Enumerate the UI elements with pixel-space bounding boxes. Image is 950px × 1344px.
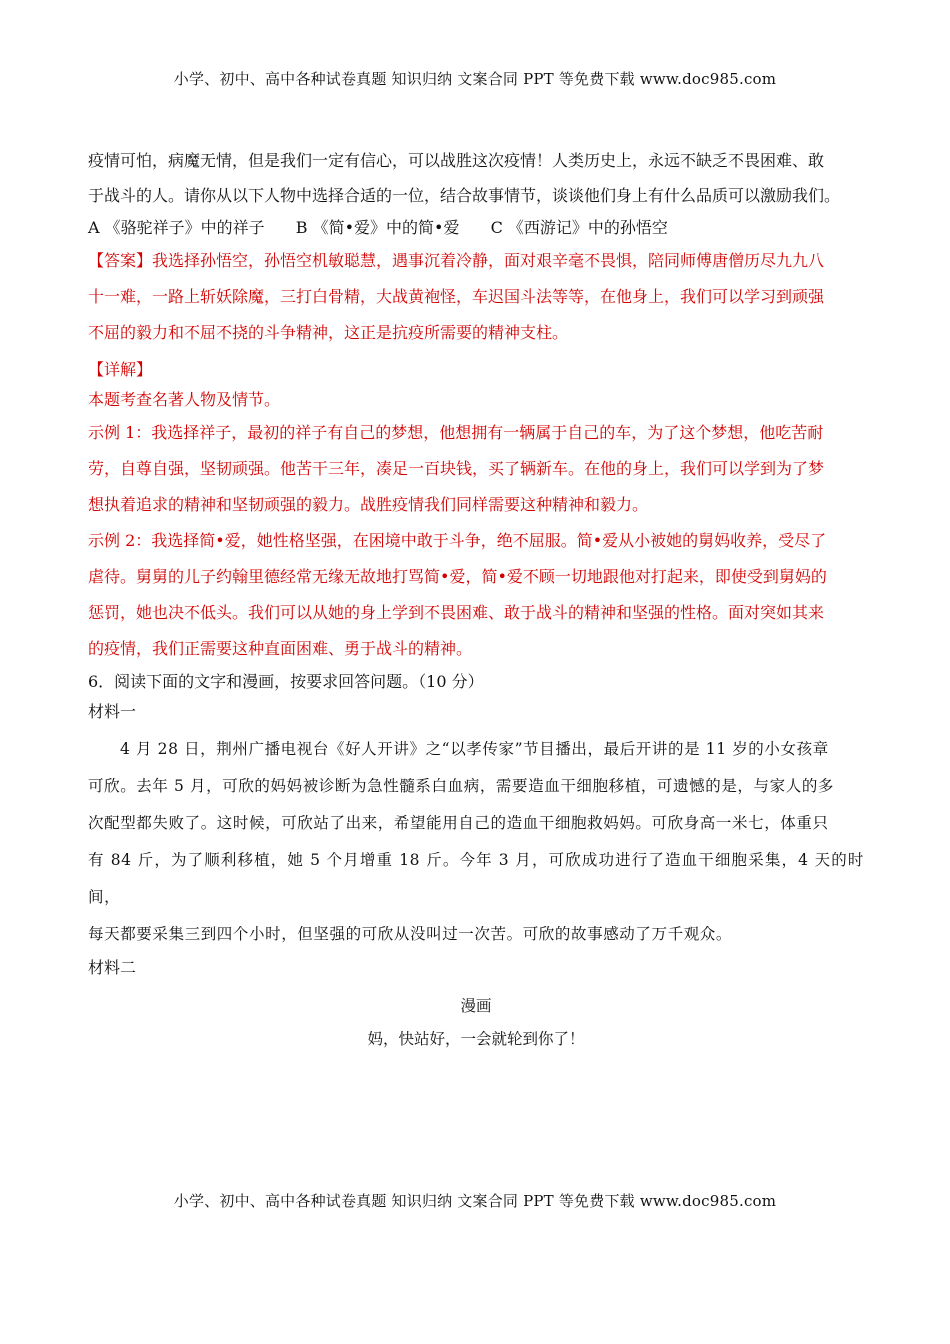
explain-title: 【详解】 (88, 360, 153, 379)
option-b: B 《简•爱》中的简•爱 (295, 218, 460, 237)
material1-line-2: 可欣。去年 5 月，可欣的妈妈被诊断为急性髓系白血病，需要造血干细胞移植，可遗憾的是，与家人的多 (88, 777, 835, 795)
example1-line-3: 想执着追求的精神和坚韧顽强的毅力。战胜疫情我们同样需要这种精神和毅力。 (88, 495, 649, 514)
question-options (88, 213, 864, 243)
answer-line-3: 不屈的毅力和不屈不挠的斗争精神，这正是抗疫所需要的精神支柱。 (88, 323, 569, 342)
material1-label: 材料一 (88, 702, 137, 721)
page-footer: 小学、初中、高中各种试卷真题 知识归纳 文案合同 PPT 等免费下载 www.doc985.com (173, 1192, 777, 1210)
explain-block (88, 355, 864, 667)
material1-line-3: 次配型都失败了。这时候，可欣站了出来，希望能用自己的造血干细胞救妈妈。可欣身高一米七，体重只 (88, 814, 829, 832)
example2-line-4: 的疫情，我们正需要这种直面困难、勇于战斗的精神。 (88, 639, 473, 658)
page-content (88, 143, 864, 1057)
option-a: A 《骆驼祥子》中的祥子 (88, 218, 265, 237)
example1-line-2: 劳，自尊自强，坚韧顽强。他苦干三年，凑足一百块钱，买了辆新车。在他的身上，我们可以学到为了梦 (88, 459, 825, 478)
answer-block (88, 243, 864, 351)
example2-line-2: 虐待。舅舅的儿子约翰里德经常无缘无故地打骂简•爱，简•爱不顾一切地跟他对打起来，即使受到舅妈的 (88, 567, 827, 586)
page-header: 小学、初中、高中各种试卷真题 知识归纳 文案合同 PPT 等免费下载 www.doc985.com (173, 70, 777, 88)
example2-line-1: 示例 2：我选择简•爱，她性格坚强，在困境中敢于斗争，绝不屈服。简•爱从小被她的舅妈收养，受尽了 (88, 531, 827, 550)
material1-line-5: 每天都要采集三到四个小时，但坚强的可欣从没叫过一次苦。可欣的故事感动了万千观众。 (88, 925, 733, 943)
answer-line-2: 十一难，一路上斩妖除魔，三打白骨精，大战黄袍怪，车迟国斗法等等，在他身上，我们可以学习到顽强 (88, 287, 825, 306)
option-c: C 《西游记》中的孙悟空 (490, 218, 668, 237)
example2-line-3: 惩罚，她也决不低头。我们可以从她的身上学到不畏困难、敢于战斗的精神和坚强的性格。面对突如其来 (88, 603, 825, 622)
material1-line-4: 有 84 斤，为了顺利移植，她 5 个月增重 18 斤。今年 3 月，可欣成功进行了造血干细胞采集，4 天的时间， (88, 851, 864, 906)
question-line-1: 疫情可怕，病魔无情，但是我们一定有信心，可以战胜这次疫情！人类历史上，永远不缺乏不畏困难、敢 (88, 151, 825, 170)
question-line-2: 于战斗的人。请你从以下人物中选择合适的一位，结合故事情节，谈谈他们身上有什么品质可以激励我们。 (88, 186, 841, 205)
answer-line-1: 【答案】我选择孙悟空，孙悟空机敏聪慧，遇事沉着冷静，面对艰辛毫不畏惧，陪同师傅唐僧历尽九九八 (88, 251, 825, 270)
material1-text (88, 731, 864, 953)
material2-label: 材料二 (88, 958, 137, 977)
material1-line-1: 4 月 28 日，荆州广播电视台《好人开讲》之“以孝传家”节目播出，最后开讲的是 11 岁的小女孩章 (120, 740, 829, 758)
cartoon-title: 漫画 (460, 997, 492, 1015)
explain-intro: 本题考查名著人物及情节。 (88, 390, 281, 409)
question-6-title: 6．阅读下面的文字和漫画，按要求回答问题。（10 分） (88, 672, 484, 691)
example1-line-1: 示例 1：我选择祥子，最初的祥子有自己的梦想，他想拥有一辆属于自己的车，为了这个梦想，他吃苦耐 (88, 423, 824, 442)
cartoon-caption: 妈，快站好，一会就轮到你了！ (367, 1030, 585, 1048)
